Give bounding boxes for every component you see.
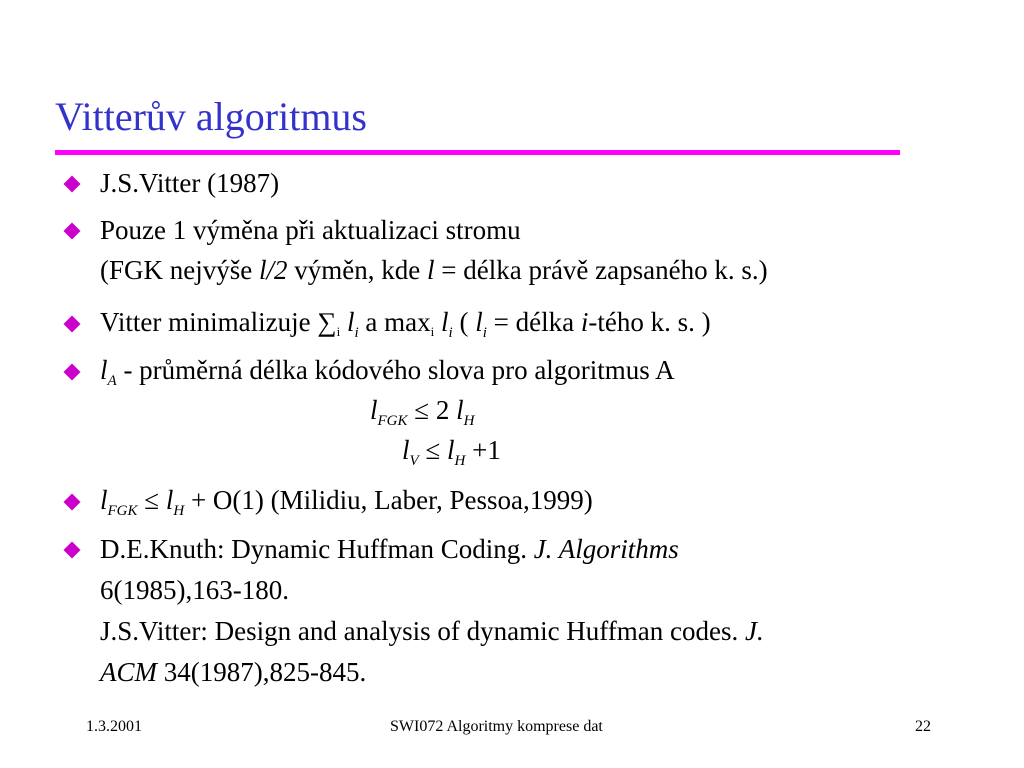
reference-vitter-journal: ACM 34(1987),825-845. [100, 657, 367, 687]
bullet-average-length: $l_A$ - průměrná délka kódového slova pro algoritmus A [100, 355, 675, 389]
diamond-icon [64, 176, 81, 193]
footer-page-number: 22 [915, 718, 931, 735]
diamond-icon [64, 542, 81, 559]
reference-vitter: J.S.Vitter: Design and analysis of dynamic Huffman codes. J. [100, 616, 764, 646]
fgk-swaps-note: (FGK nejvýše l/2 výměn, kde l = délka právě zapsaného k. s.) [100, 255, 768, 285]
diamond-icon [64, 316, 81, 333]
reference-knuth: D.E.Knuth: Dynamic Huffman Coding. J. Algorithms [100, 534, 679, 564]
bullet-vitter-1987: J.S.Vitter (1987) [100, 168, 280, 198]
bullet-one-swap: Pouze 1 výměna při aktualizaci stromu [100, 215, 521, 245]
bullet-vitter-minimizes: Vitter minimalizuje ∑i $l_i$ a maxi $l_i$ ( $l_i$ = délka i-tého k. s. ) [100, 307, 711, 341]
title-divider [55, 150, 900, 155]
footer-course: SWI072 Algoritmy komprese dat [390, 718, 603, 735]
reference-knuth-pages: 6(1985),163-180. [100, 575, 289, 605]
formula-vitter-bound: $l_V \le l_H +1$ [402, 435, 501, 469]
diamond-icon [64, 494, 81, 511]
footer-date: 1.3.2001 [86, 718, 142, 735]
diamond-icon [64, 364, 81, 381]
diamond-icon [64, 223, 81, 240]
slide-title: Vitterův algoritmus [55, 94, 367, 139]
formula-fgk-bound: $l_{FGK} \le 2$ $l_H$ [370, 395, 475, 429]
bullet-fgk-bound: $l_{FGK} \le l_H + O(1)$ (Milidiu, Laber, Pessoa,1999) [100, 485, 593, 519]
